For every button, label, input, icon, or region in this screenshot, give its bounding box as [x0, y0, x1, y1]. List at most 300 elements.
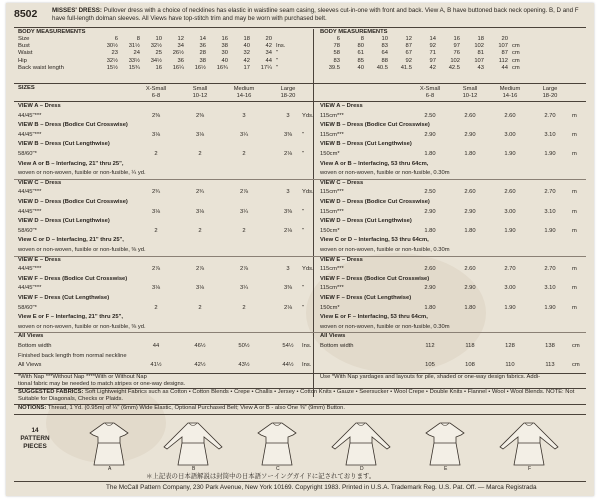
- yardage-value: 2.70: [504, 266, 516, 273]
- measurement-value: 87: [405, 43, 412, 50]
- yardage-label: View E or F – Interfacing, 53 thru 64cm,: [320, 314, 428, 321]
- measurement-value: 30: [221, 50, 228, 57]
- yardage-value: 42½: [194, 362, 206, 369]
- measurement-unit: cm: [512, 64, 520, 71]
- yardage-value: 2: [198, 151, 202, 157]
- yardage-label: 44/45"***: [18, 112, 42, 119]
- yardage-label: VIEW D – Dress (Bodice Cut Crosswise): [18, 199, 128, 205]
- yardage-label: VIEW F – Dress (Bodice Cut Crosswise): [18, 275, 128, 282]
- yardage-value: 50½: [238, 343, 250, 349]
- measurement-row: [16, 58, 292, 65]
- measurement-value: 20: [501, 36, 508, 42]
- measurement-value: 34: [265, 50, 272, 57]
- measurement-value: 31½: [128, 43, 140, 50]
- measurement-row: [16, 43, 292, 50]
- yardage-label: 58/60"*: [18, 304, 37, 311]
- yardage-unit: m: [572, 189, 577, 196]
- yardage-value: 3.00: [504, 208, 516, 215]
- yardage-label: View E or F – Interfacing, 21" thru 25",: [18, 314, 123, 321]
- yardage-value: 1.80: [424, 151, 436, 157]
- measurement-row: [318, 50, 528, 57]
- measurement-value: 24: [133, 50, 140, 57]
- measurement-unit: ": [276, 50, 279, 57]
- measurement-value: 71: [429, 50, 436, 57]
- yardage-unit: ": [302, 304, 305, 311]
- pattern-description: [52, 7, 586, 23]
- yardage-value: 3.10: [544, 208, 556, 215]
- yardage-label: View A or B – Interfacing, 53 thru 64cm,: [320, 160, 429, 167]
- yardage-value: 2.90: [464, 285, 476, 292]
- yardage-value: 1.90: [544, 151, 556, 157]
- yardage-label: VIEW B – Dress (Bodice Cut Crosswise): [18, 122, 128, 129]
- yardage-value: 3.10: [544, 285, 556, 292]
- measurement-value: 40: [357, 64, 364, 71]
- yardage-value: 2: [154, 151, 158, 157]
- measurement-value: 18: [243, 36, 250, 42]
- yardage-divider: [14, 332, 316, 333]
- yardage-value: 3: [286, 266, 290, 273]
- measurement-value: 17¼: [260, 64, 272, 71]
- measurement-value: 36: [199, 43, 206, 50]
- measurement-value: 6: [114, 36, 118, 42]
- yardage-value: 2.60: [464, 266, 476, 273]
- yardage-label: VIEW C – Dress: [18, 179, 62, 186]
- measurement-value: 81: [477, 50, 484, 57]
- yardage-value: 3⅛: [151, 285, 161, 292]
- yardage-value: 2.60: [504, 112, 516, 119]
- yardage-value: 2⅞: [239, 189, 249, 196]
- yardage-unit: m: [572, 151, 577, 157]
- yardage-value: 2⅛: [283, 227, 293, 234]
- yardage-value: 3¼: [239, 285, 249, 292]
- yardage-value: 2.60: [424, 266, 436, 273]
- yardage-value: 43½: [238, 362, 250, 369]
- measurement-value: 83: [381, 43, 388, 50]
- measurement-value: 12: [177, 36, 184, 42]
- measurement-label: Back waist length: [18, 64, 64, 71]
- measurement-value: 6: [336, 36, 340, 42]
- pattern-envelope-back: [6, 3, 594, 496]
- yardage-value: 54½: [282, 343, 294, 349]
- view-f-drawing: [500, 423, 558, 471]
- measurement-value: 16¾: [216, 64, 228, 71]
- measurement-value: 10: [381, 36, 388, 42]
- footer-copyright: The McCall Pattern Company, 230 Park Avenue, New York 10169. Copyright 1983. Printed in U.S.A. Trademark Reg. U.S. Pat. Off. — Marca Registrada: [106, 484, 537, 491]
- sizes-label-imperial: SIZES: [18, 85, 35, 91]
- view-letter: E: [444, 466, 448, 471]
- yardage-value: 44: [152, 343, 160, 349]
- yardage-label: VIEW D – Dress (Bodice Cut Crosswise): [320, 199, 430, 205]
- yardage-label: woven or non-woven, fusible or non-fusible, ⅜ yd.: [18, 247, 146, 253]
- measurement-value: 26½: [172, 50, 184, 57]
- measurement-value: 40.5: [376, 64, 388, 71]
- yardage-value: 2.90: [464, 208, 476, 215]
- yardage-label: 44/45"***: [18, 208, 42, 215]
- view-letter: F: [528, 466, 532, 471]
- measurement-value: 102: [450, 57, 460, 64]
- yardage-value: 3⅛: [195, 131, 205, 138]
- yardage-value: 3⅛: [151, 131, 161, 138]
- yardage-label: 58/60"*: [18, 227, 37, 234]
- measurement-value: 83: [333, 57, 340, 64]
- measurement-value: 64: [381, 50, 388, 57]
- measurement-value: 8: [136, 36, 140, 42]
- measurement-unit: cm: [512, 50, 520, 57]
- yardage-label: VIEW E – Dress: [18, 256, 61, 263]
- nap-metric-text: Use *With Nap yardages and layouts for pile, shaded or one-way design fabrics. Addi-: [320, 374, 541, 380]
- view-b-drawing: [164, 423, 222, 471]
- yardage-value: 2: [198, 227, 202, 234]
- suggested-fabrics-label: SUGGESTED FABRICS:: [18, 389, 84, 395]
- yardage-value: 2: [242, 304, 246, 311]
- yardage-label: VIEW F – Dress (Cut Lengthwise): [320, 295, 412, 301]
- center-divider: [313, 29, 314, 397]
- yardage-label: VIEW F – Dress (Bodice Cut Crosswise): [320, 275, 430, 282]
- measurement-value: 38: [199, 57, 206, 64]
- divider: [14, 101, 586, 102]
- measurement-value: 16¼: [172, 64, 184, 71]
- yardage-value: 46½: [194, 343, 206, 349]
- yardage-label: woven or non-woven, fusible or non-fusible, ¼ yd.: [18, 170, 146, 177]
- yardage-label: woven or non-woven, fusible or non-fusible, 0.30m: [320, 170, 450, 177]
- yardage-value: 2.90: [424, 208, 436, 215]
- yardage-value: 2.60: [464, 112, 476, 119]
- measurement-label: Size: [18, 36, 30, 42]
- measurement-label: Hip: [18, 57, 27, 64]
- yardage-value: 118: [465, 343, 475, 349]
- yardage-label: 44/45"***: [18, 131, 42, 138]
- body-measurements-table-imperial: [16, 36, 292, 72]
- yardage-label: 58/60"*: [18, 151, 37, 157]
- yardage-value: 2: [198, 304, 202, 311]
- yardage-value: 2¾: [195, 189, 205, 196]
- divider: [14, 481, 586, 482]
- measurement-value: 67: [405, 50, 412, 57]
- size-range: 10-12: [192, 93, 208, 99]
- size-name: X-Small: [419, 86, 441, 92]
- measurement-value: 14: [429, 36, 436, 42]
- yardage-unit: m: [572, 208, 577, 215]
- yardage-unit: ": [302, 227, 305, 234]
- yardage-value: 2.50: [424, 189, 436, 196]
- measurement-value: 32½: [150, 43, 162, 50]
- measurement-row: [318, 65, 528, 72]
- yardage-value: 3¼: [239, 131, 249, 138]
- yardage-label: VIEW D – Dress (Cut Lengthwise): [18, 218, 110, 225]
- measurement-value: 16: [453, 36, 460, 42]
- yardage-label: 115cm***: [320, 131, 344, 138]
- pieces-label-1: PATTERN: [20, 435, 50, 442]
- yardage-value: 44½: [282, 362, 294, 369]
- dress-outline: [258, 423, 296, 465]
- yardage-value: 1.90: [544, 304, 556, 311]
- measurement-value: 42: [429, 64, 436, 71]
- measurement-value: 40: [243, 43, 250, 50]
- size-name: Medium: [499, 86, 521, 92]
- yardage-value: 2.90: [424, 285, 436, 292]
- dress-outline: [332, 423, 390, 465]
- yardage-value: 2: [154, 227, 158, 234]
- yardage-label: View C or D – Interfacing, 53 thru 64cm,: [320, 237, 429, 244]
- measurement-value: 32½: [106, 57, 118, 64]
- measurement-value: 32: [243, 50, 250, 57]
- yardage-value: 1.80: [424, 227, 436, 234]
- measurement-value: 15½: [106, 64, 118, 71]
- yardage-unit: m: [572, 227, 577, 234]
- measurement-unit: cm: [512, 57, 520, 64]
- view-illustrations: [66, 415, 586, 471]
- size-name: Medium: [233, 86, 255, 92]
- measurement-row: [16, 50, 292, 57]
- measurement-value: 61: [357, 50, 364, 57]
- measurement-value: 107: [474, 57, 484, 64]
- yardage-label: VIEW C – Dress: [320, 179, 364, 186]
- yardage-value: 1.90: [544, 227, 556, 234]
- yardage-unit: cm: [572, 362, 580, 369]
- yardage-label: All Views: [18, 362, 42, 369]
- measurement-row: [16, 65, 292, 72]
- pieces-label-2: PIECES: [23, 443, 47, 450]
- yardage-unit: m: [572, 304, 577, 311]
- measurement-value: 87: [501, 50, 508, 57]
- measurement-value: 92: [405, 57, 412, 64]
- size-range: 10-12: [462, 93, 478, 99]
- measurement-value: 8: [360, 36, 364, 42]
- yardage-label: VIEW B – Dress (Cut Lengthwise): [320, 141, 412, 148]
- yardage-value: 2.70: [544, 189, 556, 196]
- yardage-label: View A or B – Interfacing, 21" thru 25",: [18, 160, 124, 167]
- yardage-label: View C or D – Interfacing, 21" thru 25",: [18, 237, 124, 244]
- yardage-label: 44/45"***: [18, 285, 42, 292]
- yardage-value: 113: [545, 362, 555, 369]
- measurement-value: 43: [477, 64, 484, 71]
- yardage-label: VIEW E – Dress: [320, 256, 363, 263]
- view-letter: B: [192, 466, 196, 471]
- measurement-label: Waist: [18, 50, 33, 57]
- measurement-label: Bust: [18, 43, 30, 50]
- yardage-label: woven or non-woven, fusible or non-fusible, ⅜ yd.: [18, 323, 146, 330]
- measurement-value: 107: [498, 43, 508, 50]
- yardage-label: VIEW B – Dress (Bodice Cut Crosswise): [320, 122, 430, 129]
- divider: [14, 83, 586, 84]
- measurement-value: 42.5: [448, 64, 460, 71]
- suggested-fabrics-text: Soft Lightweight Fabrics such as Cotton • Cotton Blends • Crepe • Challis • Jersey • Cotton Knits • Gauze • Seersucker • Wool Crepe • Double Knits • Flannel • Wool • Wool Blends. NOTE: Not Suitable for Diagonals, Checks or Plaids.: [18, 389, 575, 403]
- yardage-label: VIEW B – Dress (Cut Lengthwise): [18, 141, 110, 148]
- yardage-value: 2⅞: [151, 266, 161, 273]
- pattern-description-text: Pullover dress with a choice of necklines has elastic in waistline seam casing, sleeves cut-in-one with front and back. View A, B have buttoned back neck opening. B, D and F have full-length dolman sleeves. All Views have top-stitch trim and may be worn with purchased belt.: [52, 7, 579, 22]
- yardage-value: 3⅜: [283, 131, 293, 138]
- yardage-value: 2⅛: [283, 151, 293, 157]
- measurement-value: 80: [357, 43, 364, 50]
- measurement-value: 40: [221, 57, 228, 64]
- yardage-value: 2⅜: [151, 112, 161, 119]
- size-range: 14-16: [236, 93, 252, 99]
- measurement-value: 58: [333, 50, 340, 57]
- body-measurements-heading-imperial: BODY MEASUREMENTS: [18, 29, 86, 35]
- yardage-label: Bottom width: [18, 343, 52, 349]
- yardage-unit: ": [302, 285, 305, 292]
- yardage-value: 2.90: [424, 131, 436, 138]
- yardage-unit: cm: [572, 343, 580, 349]
- view-letter: A: [108, 466, 112, 471]
- measurement-value: 28: [199, 50, 206, 57]
- yardage-value: 138: [545, 343, 555, 349]
- yardage-value: 2.90: [464, 131, 476, 138]
- yardage-label: Finished back length from normal neckline: [18, 352, 127, 359]
- measurement-value: 42: [243, 57, 250, 64]
- yardage-value: 2⅜: [195, 112, 205, 119]
- nap-key: *With Nap ***Without Nap ****With or Without Nap: [18, 374, 147, 380]
- yardage-value: 1.80: [464, 227, 476, 234]
- yardage-unit: m: [572, 285, 577, 292]
- measurement-value: 23: [111, 50, 118, 57]
- yardage-label: All Views: [18, 333, 44, 340]
- yardage-value: 3.00: [504, 131, 516, 138]
- measurement-unit: [510, 36, 528, 43]
- measurement-value: 30½: [106, 43, 118, 50]
- yardage-label: 44/45"***: [18, 266, 42, 273]
- measurement-row: [318, 58, 528, 65]
- yardage-value: 105: [425, 362, 435, 369]
- yardage-unit: Yds.: [302, 189, 314, 196]
- measurement-value: 25: [155, 50, 162, 57]
- yardage-value: 2: [242, 227, 246, 234]
- measurement-unit: cm: [512, 43, 520, 50]
- yardage-value: 2: [242, 151, 246, 157]
- measurement-value: 12: [405, 36, 412, 42]
- yardage-value: 3.00: [504, 285, 516, 292]
- measurement-value: 16: [155, 64, 162, 71]
- yardage-label: woven or non-woven, fusible or non-fusible, 0.30m: [320, 323, 450, 330]
- yardage-label: 115cm***: [320, 189, 344, 196]
- measurement-value: 33½: [128, 57, 140, 64]
- view-letter: C: [276, 466, 280, 471]
- yardage-label: VIEW F – Dress (Cut Lengthwise): [18, 295, 110, 301]
- measurement-value: 34: [177, 43, 184, 50]
- dress-outline: [90, 423, 128, 465]
- measurement-value: 16½: [194, 64, 206, 71]
- yardage-value: 1.90: [504, 151, 516, 157]
- measurement-unit: ": [276, 57, 279, 64]
- size-range: 14-16: [502, 93, 518, 99]
- measurement-unit: ": [276, 64, 279, 71]
- pattern-pieces-count: [14, 427, 56, 451]
- measurement-value: 20: [265, 36, 272, 42]
- view-d-drawing: [332, 423, 390, 471]
- yardage-value: 3⅛: [195, 208, 205, 215]
- measurement-value: 97: [453, 43, 460, 50]
- yardage-value: 2.60: [464, 189, 476, 196]
- yardage-value: 3.10: [544, 131, 556, 138]
- yardage-value: 2.60: [504, 189, 516, 196]
- yardage-unit: m: [572, 266, 577, 273]
- yardage-value: 3: [242, 112, 246, 119]
- size-name: Large: [542, 86, 558, 92]
- body-measurements-table-metric: [318, 36, 528, 72]
- size-range: 18-20: [280, 93, 296, 99]
- notions-label: NOTIONS:: [18, 405, 47, 411]
- size-range: 6-8: [425, 93, 435, 99]
- measurement-value: 97: [429, 57, 436, 64]
- size-name: Small: [192, 86, 208, 92]
- yardage-value: 110: [505, 362, 515, 369]
- yardage-unit: m: [572, 112, 577, 119]
- size-range: 18-20: [542, 93, 558, 99]
- measurement-value: 85: [357, 57, 364, 64]
- yardage-divider: [316, 332, 586, 333]
- yardage-unit: Ins.: [302, 362, 312, 369]
- yardage-label: 115cm***: [320, 285, 344, 292]
- measurement-unit: Ins.: [276, 43, 286, 50]
- size-name: X-Small: [145, 86, 167, 92]
- measurement-value: 78: [333, 43, 340, 50]
- nap-note-metric: [320, 374, 590, 381]
- yardage-label: Bottom width: [320, 343, 354, 349]
- yardage-label: All Views: [320, 333, 346, 340]
- view-c-drawing: [258, 423, 296, 471]
- yardage-unit: m: [572, 131, 577, 138]
- yardage-label: VIEW D – Dress (Cut Lengthwise): [320, 218, 412, 225]
- yardage-unit: Ins.: [302, 343, 312, 349]
- measurement-value: 34½: [150, 57, 162, 64]
- yardage-value: 3⅜: [283, 285, 293, 292]
- japanese-note: ＊上記表の日本語解説は封筒中の日本語ソーイングガイドに記されております。: [146, 473, 376, 480]
- yardage-label: 150cm*: [320, 227, 340, 234]
- yardage-unit: ": [302, 208, 305, 215]
- dress-outline: [426, 423, 464, 465]
- view-letter: D: [360, 466, 364, 471]
- measurement-value: 44: [501, 64, 508, 71]
- measurement-value: 76: [453, 50, 460, 57]
- pattern-title: MISSES' DRESS:: [52, 7, 102, 14]
- yardage-unit: Yds.: [302, 266, 314, 273]
- measurement-value: 44: [265, 57, 272, 64]
- yardage-value: 1.90: [504, 227, 516, 234]
- yardage-label: 44/45"***: [18, 189, 42, 196]
- yardage-label: woven or non-woven, fusible or non-fusible, 0.30m: [320, 247, 450, 253]
- view-e-drawing: [426, 423, 464, 471]
- measurement-value: 18: [477, 36, 484, 42]
- yardage-unit: Yds.: [302, 112, 314, 119]
- measurement-value: 39.5: [328, 64, 340, 71]
- yardage-value: 2.70: [544, 112, 556, 119]
- yardage-value: 1.80: [464, 151, 476, 157]
- measurement-value: 41.5: [400, 64, 412, 71]
- measurement-value: 42: [265, 43, 272, 50]
- measurement-value: 88: [381, 57, 388, 64]
- yardage-value: 3: [286, 112, 290, 119]
- yardage-value: 3⅜: [283, 208, 293, 215]
- body-measurements-heading-metric: BODY MEASUREMENTS: [320, 29, 388, 35]
- yardage-value: 2: [154, 304, 158, 311]
- notions: [18, 405, 588, 412]
- yardage-value: 128: [505, 343, 515, 349]
- yardage-value: 108: [465, 362, 475, 369]
- measurement-unit: [274, 36, 292, 43]
- yardage-label: VIEW A – Dress: [320, 103, 363, 109]
- measurement-value: 92: [429, 43, 436, 50]
- yardage-value: 2.50: [424, 112, 436, 119]
- yardage-value: 2⅛: [283, 304, 293, 311]
- measurement-value: 102: [474, 43, 484, 50]
- yardage-label: 150cm*: [320, 304, 340, 311]
- additional-fabric-note: tional fabric may be needed to match stripes or one-way designs.: [18, 381, 186, 387]
- dress-outline: [164, 423, 222, 465]
- notions-text: Thread, 1 Yd. (0.95m) of ¼" (6mm) Wide Elastic, Optional Purchased Belt; View A or B - also One ⅜" (9mm) Button.: [47, 405, 345, 411]
- size-name: Large: [280, 86, 296, 92]
- dress-outline: [500, 423, 558, 465]
- size-name: Small: [462, 86, 478, 92]
